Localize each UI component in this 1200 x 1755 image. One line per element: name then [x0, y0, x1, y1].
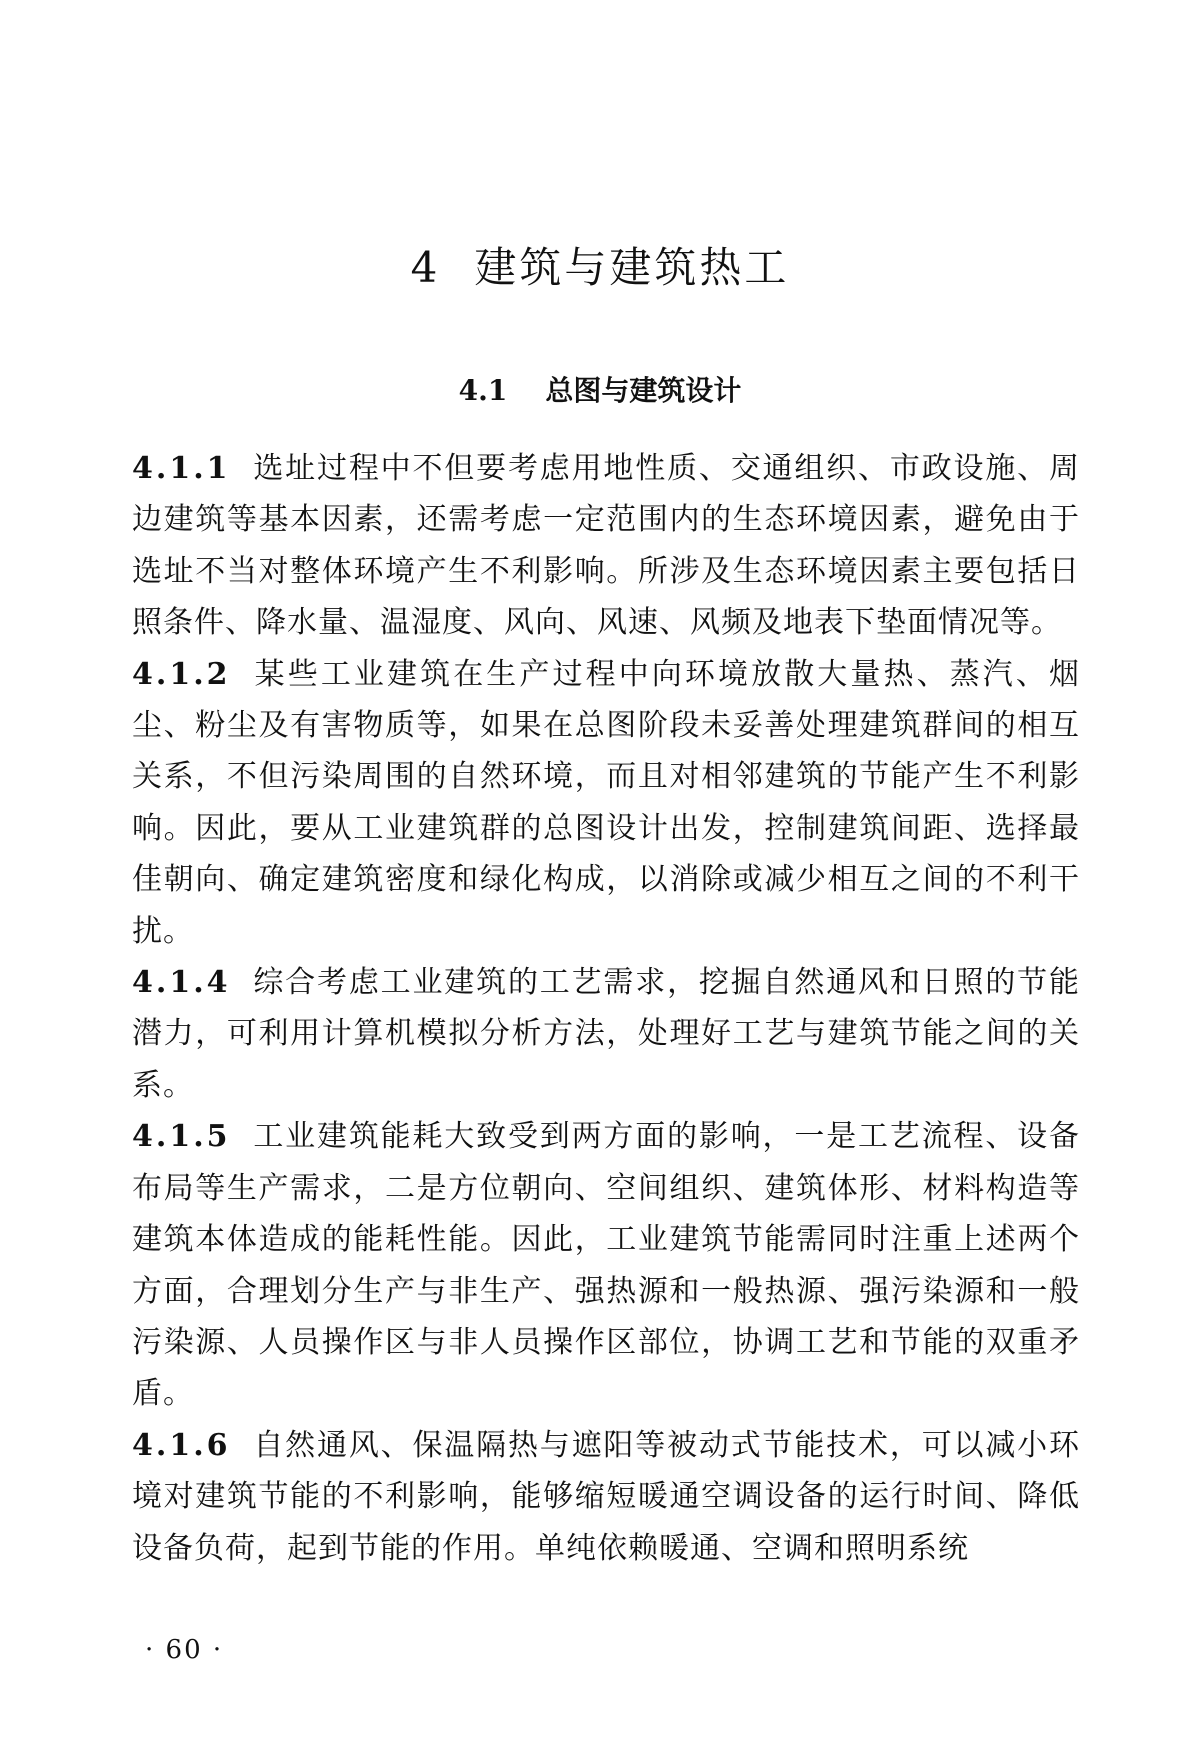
clause-number: 4.1.1	[132, 451, 231, 486]
chapter-title	[0, 238, 1200, 298]
section-title-text: 总图与建筑设计	[545, 374, 742, 407]
clause-number: 4.1.2	[132, 656, 231, 692]
section-number: 4.1	[458, 374, 508, 407]
chapter-title-text: 建筑与建筑热工	[474, 243, 790, 292]
clause-paragraph	[132, 443, 1080, 649]
clause-text: 综合考虑工业建筑的工艺需求，挖掘自然通风和日照的节能潜力，可利用计算机模拟分析方法，处理好工艺与建筑节能之间的关系。	[132, 965, 1080, 1103]
chapter-number: 4	[410, 243, 441, 292]
body-text	[132, 443, 1080, 1574]
clause-paragraph	[132, 1111, 1080, 1419]
section-title	[0, 368, 1200, 414]
clause-paragraph	[132, 957, 1080, 1111]
page-number: · 60 ·	[145, 1635, 224, 1665]
clause-text: 某些工业建筑在生产过程中向环境放散大量热、蒸汽、烟尘、粉尘及有害物质等，如果在总图阶段未妥善处理建筑群间的相互关系，不但污染周围的自然环境，而且对相邻建筑的节能产生不利影响。因此，要从工业建筑群的总图设计出发，控制建筑间距、选择最佳朝向、确定建筑密度和绿化构成，以消除或减少相互之间的不利干扰。	[132, 656, 1080, 949]
clause-number: 4.1.6	[132, 1427, 231, 1463]
clause-paragraph	[132, 1420, 1080, 1574]
clause-text: 选址过程中不但要考虑用地性质、交通组织、市政设施、周边建筑等基本因素，还需考虑一定范围内的生态环境因素，避免由于选址不当对整体环境产生不利影响。所涉及生态环境因素主要包括日照条件、降水量、温湿度、风向、风速、风频及地表下垫面情况等。	[132, 451, 1080, 641]
clause-text: 自然通风、保温隔热与遮阳等被动式节能技术，可以减小环境对建筑节能的不利影响，能够缩短暖通空调设备的运行时间、降低设备负荷，起到节能的作用。单纯依赖暖通、空调和照明系统	[132, 1427, 1080, 1566]
clause-number: 4.1.4	[132, 965, 231, 1001]
clause-paragraph	[132, 649, 1080, 957]
clause-text: 工业建筑能耗大致受到两方面的影响，一是工艺流程、设备布局等生产需求，二是方位朝向、空间组织、建筑体形、材料构造等建筑本体造成的能耗性能。因此，工业建筑节能需同时注重上述两个方面，合理划分生产与非生产、强热源和一般热源、强污染源和一般污染源、人员操作区与非人员操作区部位，协调工艺和节能的双重矛盾。	[132, 1119, 1080, 1412]
clause-number: 4.1.5	[132, 1119, 231, 1155]
